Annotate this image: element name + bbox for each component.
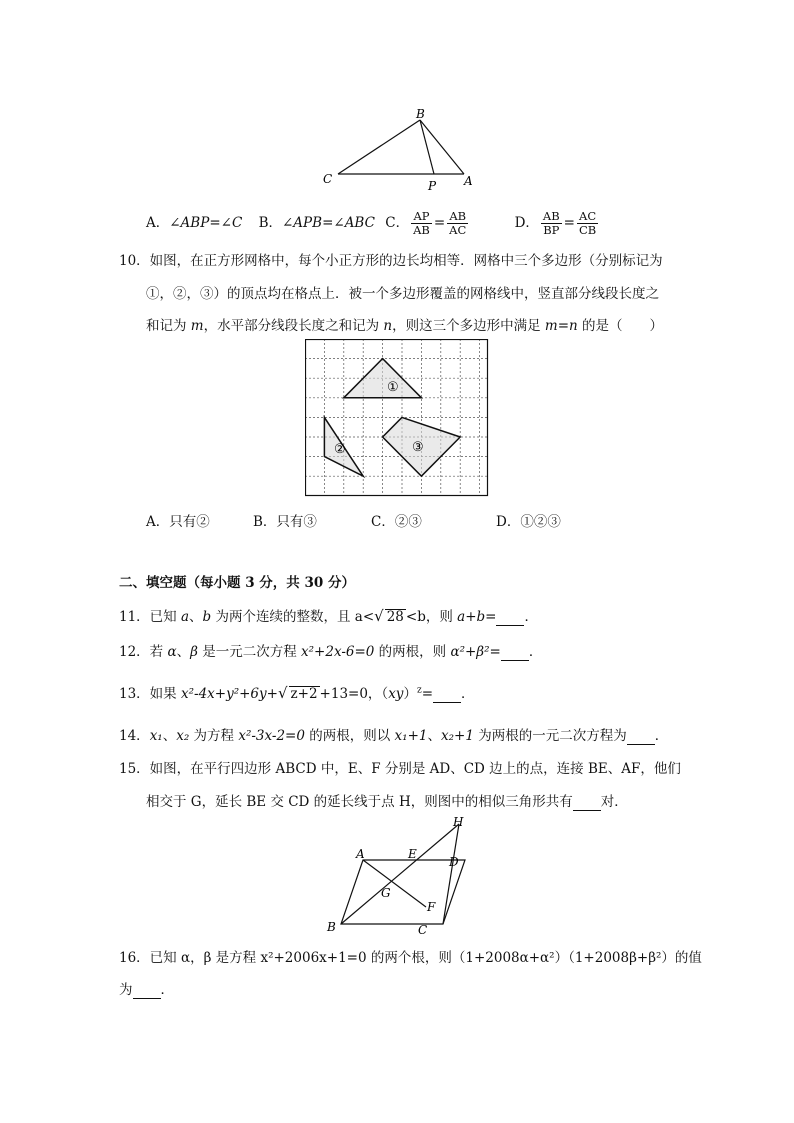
label-c: C [418,923,428,937]
label-a: A [356,847,365,861]
q10-grid-figure [305,339,489,497]
label-h: H [453,815,464,829]
label-g: G [381,886,391,900]
label-p: P [428,179,437,193]
polygon-1-label: ① [387,380,399,395]
q9-options [146,206,600,240]
polygon-3-label: ③ [412,440,424,455]
q10-option-b[interactable]: B．只有③ [253,514,317,530]
q10-option-d[interactable]: D．①②③ [496,514,561,530]
q11: 11．已知 a、b 为两个连续的整数，且 a<√ 28 <b，则 a+b= ． [119,607,538,625]
q16-answer-blank[interactable] [133,982,161,999]
q11-answer-blank[interactable] [496,609,524,626]
q9-option-c[interactable]: C． $\frac{AP}{AB}$ = $\frac{AB}{AC}$ [385,209,467,237]
q13: 13．如果 x²-4x+y²+6y+√ z+2 +13=0，（xy）$^z$= ． [119,684,475,702]
q16-line1: 16．已知 α，β 是方程 x²+2006x+1=0 的两个根，则（1+2008α+α²）（1+2008β+β²）的值 [119,950,702,966]
polygon-2-label: ② [334,442,346,457]
q10-line1: 10．如图，在正方形网格中，每个小正方形的边长均相等．网格中三个多边形（分别标记为 [119,253,663,269]
q9-option-d[interactable]: D． $\frac{AB}{BP}$ = $\frac{AC}{CB}$ [514,209,597,237]
q10-line2: ①，②，③）的顶点均在格点上．被一个多边形覆盖的网格线中，竖直部分线段长度之 [146,286,659,302]
q12: 12．若 α、β 是一元二次方程 x²+2x-6=0 的两根，则 α²+β²= ． [119,644,543,660]
q15-answer-blank[interactable] [573,794,601,811]
q9-option-a[interactable]: A．∠ABP=∠C [146,215,243,231]
q15-parallelogram-figure [320,814,480,938]
q15-line2: 相交于 G，延长 BE 交 CD 的延长线于点 H，则图中的相似三角形共有 对． [146,794,628,810]
q10-option-c[interactable]: C．②③ [371,514,422,530]
q10-option-a[interactable]: A．只有② [146,514,210,530]
q9-triangle-figure [318,104,478,194]
section-2-title: 二、填空题（每小题 3 分，共 30 分） [119,575,355,591]
q16-line2: 为 ． [119,982,174,998]
label-f: F [427,900,436,914]
q15-line1: 15．如图，在平行四边形 ABCD 中，E、F 分别是 AD、CD 边上的点，连接 BE、AF，他们 [119,761,681,777]
q9-option-b[interactable]: B．∠APB=∠ABC [258,215,375,231]
label-d: D [449,855,459,869]
q14: 14．x₁、x₂ 为方程 x²-3x-2=0 的两根，则以 x₁+1、x₂+1 为两根的一元二次方程为 ． [119,728,669,744]
q12-answer-blank[interactable] [501,644,529,661]
label-b: B [327,920,336,934]
q13-answer-blank[interactable] [433,686,461,703]
q10-line3: 和记为 m，水平部分线段长度之和记为 n，则这三个多边形中满足 m=n 的是（ ） [146,318,664,334]
q14-answer-blank[interactable] [627,728,655,745]
label-b: B [416,107,425,121]
label-a: A [464,174,473,188]
label-e: E [408,847,417,861]
label-c: C [323,172,333,186]
